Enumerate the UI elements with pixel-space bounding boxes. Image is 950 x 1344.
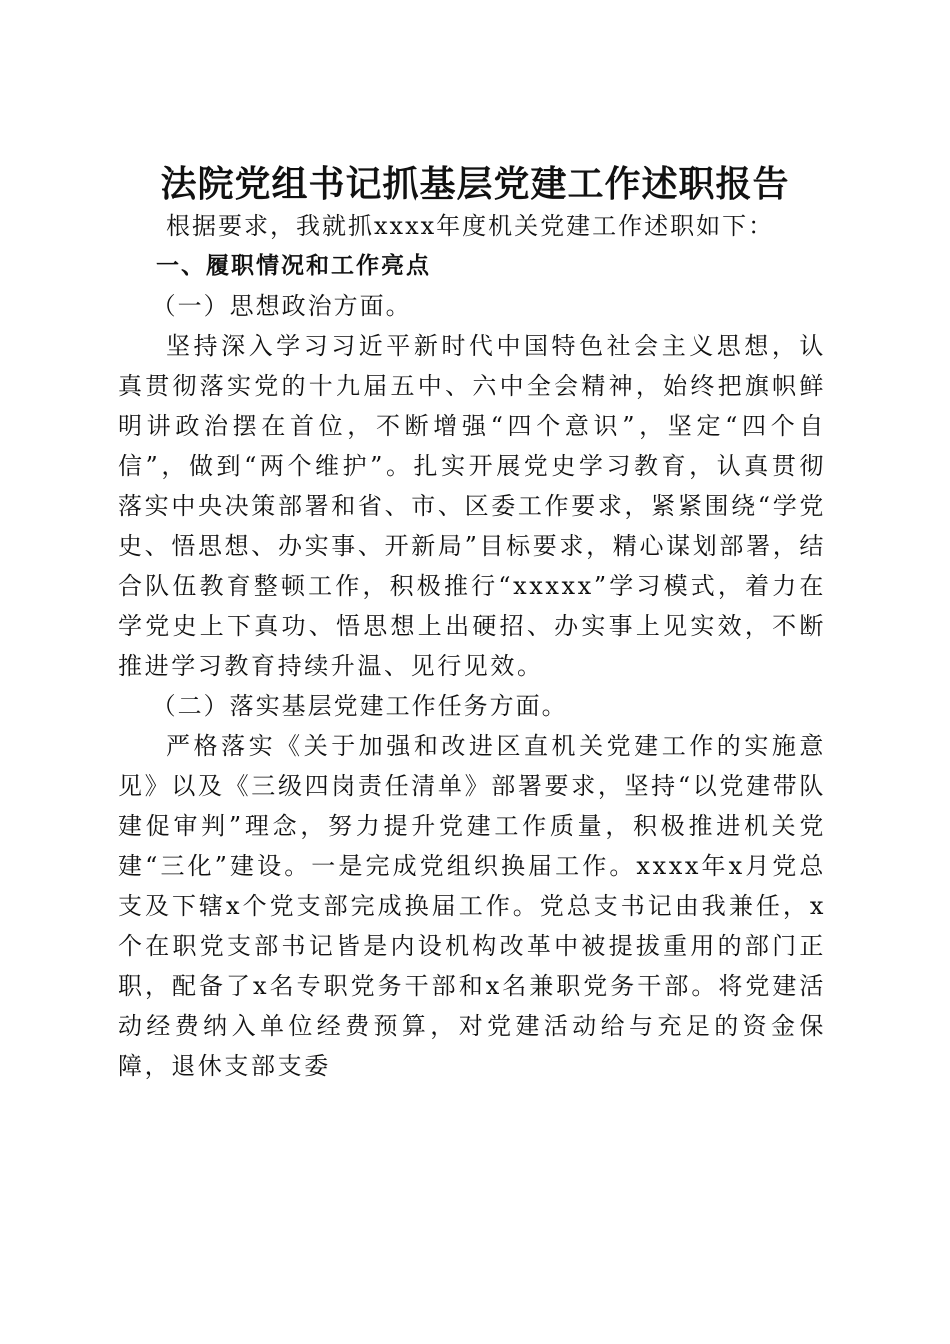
intro-paragraph: 根据要求，我就抓xxxx年度机关党建工作述职如下：: [166, 212, 775, 240]
paragraph-party-building: 严格落实《关于加强和改进区直机关党建工作的实施意见》以及《三级四岗责任清单》部署要求，坚持“以党建带队建促审判”理念，努力提升党建工作质量，积极推进机关党建“三化”建设。一是完成党组织换届工作。xxxx年x月党总支及下辖x个党支部完成换届工作。党总支书记由我兼任，x个在职党支部书记皆是内设机构改革中被提拔重用的部门正职，配备了x名专职党务干部和x名兼职党务干部。将党建活动经费纳入单位经费预算，对党建活动给与充足的资金保障，退休支部支委: [118, 732, 826, 1080]
section-heading-1: 一、履职情况和工作亮点: [156, 253, 431, 279]
document-body: [118, 206, 826, 1086]
document-title: 法院党组书记抓基层党建工作述职报告: [160, 163, 790, 206]
subsection-heading-2: （二）落实基层党建工作任务方面。: [151, 692, 568, 720]
paragraph-ideology: 坚持深入学习习近平新时代中国特色社会主义思想，认真贯彻落实党的十九届五中、六中全会精神，始终把旗帜鲜明讲政治摆在首位，不断增强“四个意识”，坚定“四个自信”，做到“两个维护”。扎实开展党史学习教育，认真贯彻落实中央决策部署和省、市、区委工作要求，紧紧围绕“学党史、悟思想、办实事、开新局”目标要求，精心谋划部署，结合队伍教育整顿工作，积极推行“xxxxx”学习模式，着力在学党史上下真功、悟思想上出硬招、办实事上见实效，不断推进学习教育持续升温、见行见效。: [118, 332, 826, 680]
subsection-heading-1: （一）思想政治方面。: [151, 292, 412, 320]
